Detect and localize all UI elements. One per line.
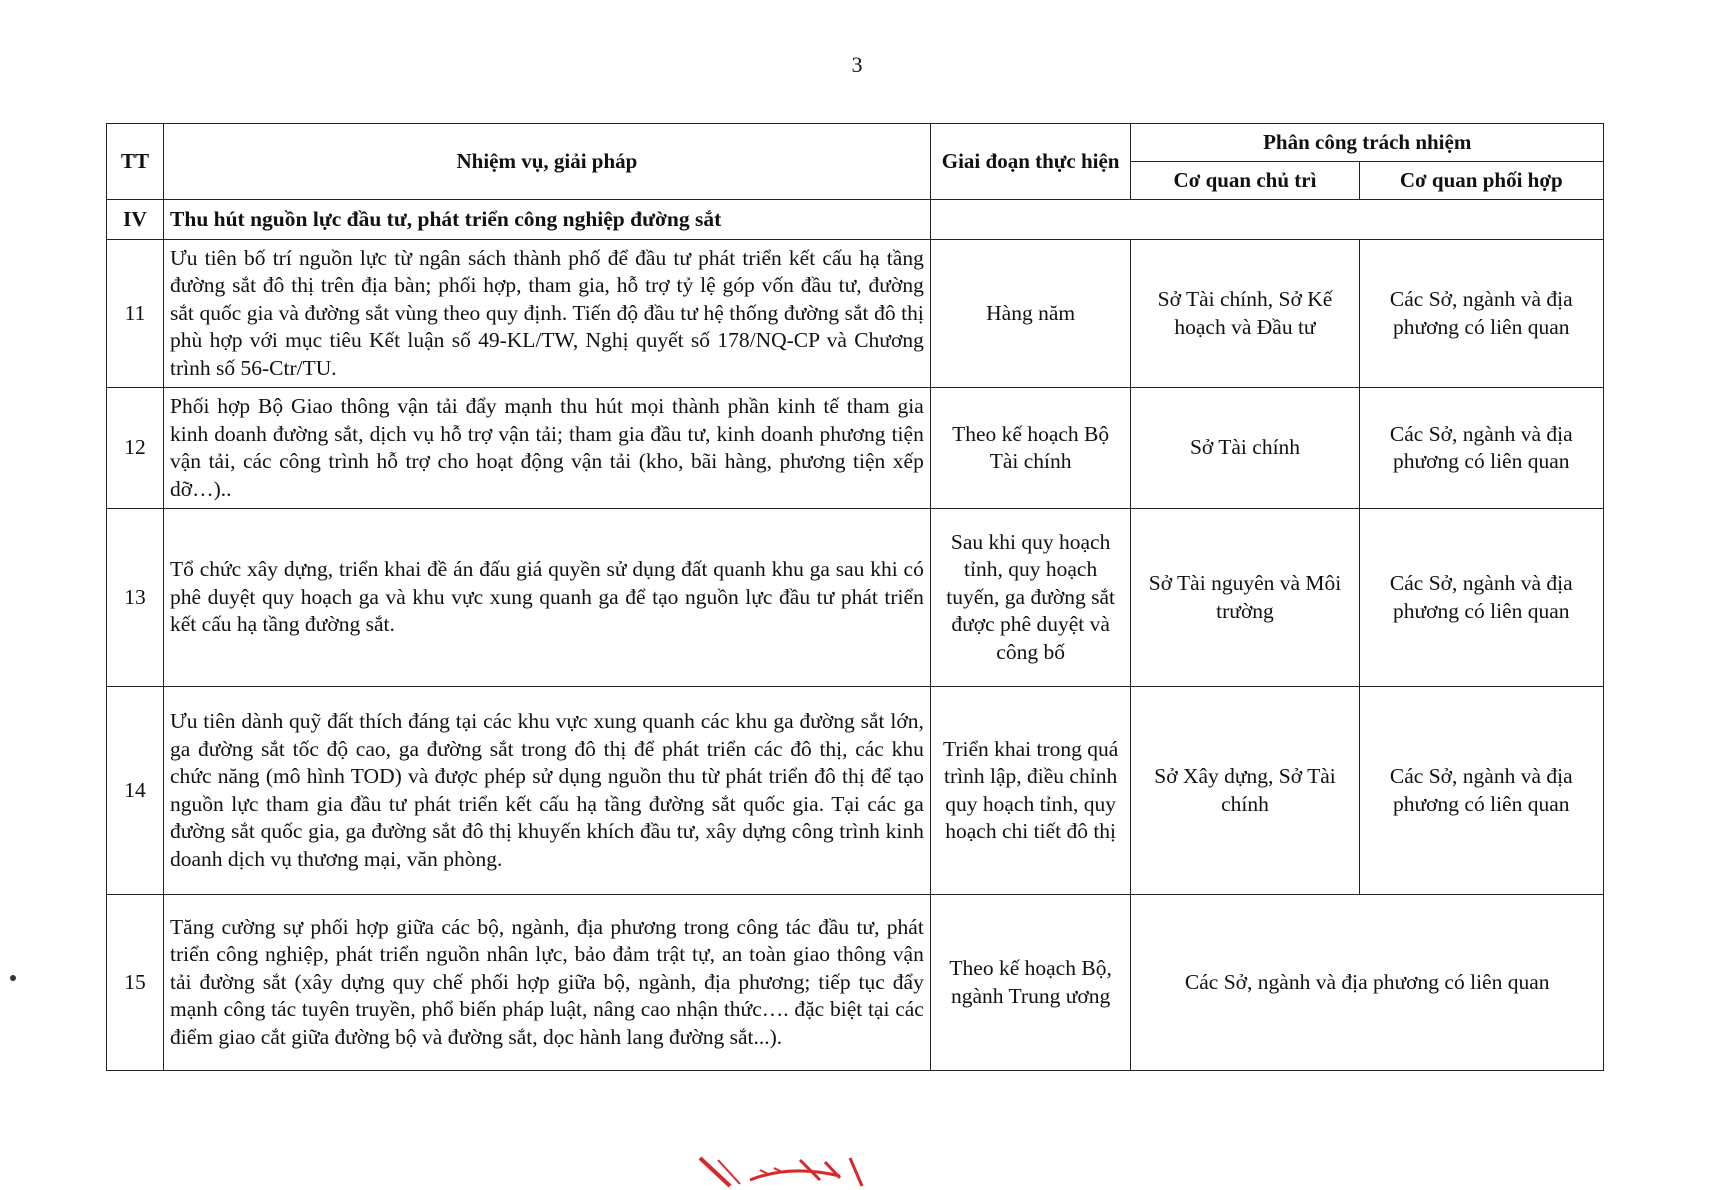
row-number: 13 — [107, 509, 164, 687]
coord-agency-cell: Các Sở, ngành và địa phương có liên quan — [1359, 240, 1603, 388]
section-empty-cell — [930, 200, 1603, 240]
table-row — [107, 687, 1604, 895]
phase-cell: Sau khi quy hoạch tỉnh, quy hoạch tuyến, ga đường sắt được phê duyệt và công bố — [930, 509, 1131, 687]
page-number: 3 — [851, 52, 863, 77]
section-title: Thu hút nguồn lực đầu tư, phát triển công nghiệp đường sắt — [164, 200, 931, 240]
header-phase: Giai đoạn thực hiện — [930, 124, 1131, 200]
task-cell: Tổ chức xây dựng, triển khai đề án đấu giá quyền sử dụng đất quanh khu ga sau khi có phê duyệt quy hoạch ga và khu vực xung quanh ga để tạo nguồn lực đầu tư phát triển kết cấu hạ tầng đường sắt. — [164, 509, 931, 687]
header-tt: TT — [107, 124, 164, 200]
lead-agency-cell: Sở Tài nguyên và Môi trường — [1131, 509, 1359, 687]
row-number: 12 — [107, 388, 164, 509]
row-number: 11 — [107, 240, 164, 388]
table-row — [107, 388, 1604, 509]
coord-agency-cell: Các Sở, ngành và địa phương có liên quan — [1359, 687, 1603, 895]
scan-mark — [10, 975, 16, 981]
section-code: IV — [107, 200, 164, 240]
phase-cell: Hàng năm — [930, 240, 1131, 388]
task-cell: Tăng cường sự phối hợp giữa các bộ, ngành, địa phương trong công tác đầu tư, phát triển công nghiệp, phát triển nguồn nhân lực, bảo đảm trật tự, an toàn giao thông vận tải đường sắt (xây dựng quy chế phối hợp giữa bộ, ngành, địa phương; tiếp tục đẩy mạnh công tác tuyên truyền, phổ biến pháp luật, nâng cao nhận thức…. đặc biệt tại các điểm giao cắt giữa đường bộ và đường sắt, dọc hành lang đường sắt...). — [164, 895, 931, 1071]
section-row — [107, 200, 1604, 240]
table-row — [107, 240, 1604, 388]
lead-coord-merged-cell: Các Sở, ngành và địa phương có liên quan — [1131, 895, 1604, 1071]
responsibility-table — [106, 123, 1604, 1071]
red-seal-fragment — [690, 1150, 890, 1190]
task-cell: Ưu tiên bố trí nguồn lực từ ngân sách thành phố để đầu tư phát triển kết cấu hạ tầng đường sắt đô thị trên địa bàn; phối hợp, tham gia, hỗ trợ tỷ lệ góp vốn đầu tư, đường sắt quốc gia và đường sắt vùng theo quy định. Tiến độ đầu tư hệ thống đường sắt đô thị phù hợp với mục tiêu Kết luận số 49-KL/TW, Nghị quyết số 178/NQ-CP và Chương trình số 56-Ctr/TU. — [164, 240, 931, 388]
header-responsibility: Phân công trách nhiệm — [1131, 124, 1604, 162]
coord-agency-cell: Các Sở, ngành và địa phương có liên quan — [1359, 509, 1603, 687]
table-row — [107, 509, 1604, 687]
lead-agency-cell: Sở Tài chính — [1131, 388, 1359, 509]
lead-agency-cell: Sở Xây dựng, Sở Tài chính — [1131, 687, 1359, 895]
lead-agency-cell: Sở Tài chính, Sở Kế hoạch và Đầu tư — [1131, 240, 1359, 388]
row-number: 14 — [107, 687, 164, 895]
phase-cell: Triển khai trong quá trình lập, điều chỉnh quy hoạch tỉnh, quy hoạch chi tiết đô thị — [930, 687, 1131, 895]
phase-cell: Theo kế hoạch Bộ Tài chính — [930, 388, 1131, 509]
table-row — [107, 895, 1604, 1071]
row-number: 15 — [107, 895, 164, 1071]
task-cell: Phối hợp Bộ Giao thông vận tải đẩy mạnh thu hút mọi thành phần kinh tế tham gia kinh doanh đường sắt, dịch vụ hỗ trợ vận tải; tham gia đầu tư, kinh doanh phương tiện vận tải, các công trình hỗ trợ cho hoạt động vận tải (kho, bãi hàng, phương tiện xếp dỡ…).. — [164, 388, 931, 509]
header-task: Nhiệm vụ, giải pháp — [164, 124, 931, 200]
phase-cell: Theo kế hoạch Bộ, ngành Trung ương — [930, 895, 1131, 1071]
task-cell: Ưu tiên dành quỹ đất thích đáng tại các khu vực xung quanh các khu ga đường sắt lớn, ga đường sắt tốc độ cao, ga đường sắt trong đô thị để phát triển các đô thị, các khu chức năng (mô hình TOD) và được phép sử dụng nguồn thu từ phát triển đô thị để tạo nguồn lực tham gia đầu tư phát triển kết cấu hạ tầng đường sắt quốc gia. Tại các ga đường sắt quốc gia, ga đường sắt đô thị khuyến khích đầu tư, xây dựng công trình kinh doanh dịch vụ thương mại, văn phòng. — [164, 687, 931, 895]
header-lead: Cơ quan chủ trì — [1131, 162, 1359, 200]
header-coord: Cơ quan phối hợp — [1359, 162, 1603, 200]
coord-agency-cell: Các Sở, ngành và địa phương có liên quan — [1359, 388, 1603, 509]
